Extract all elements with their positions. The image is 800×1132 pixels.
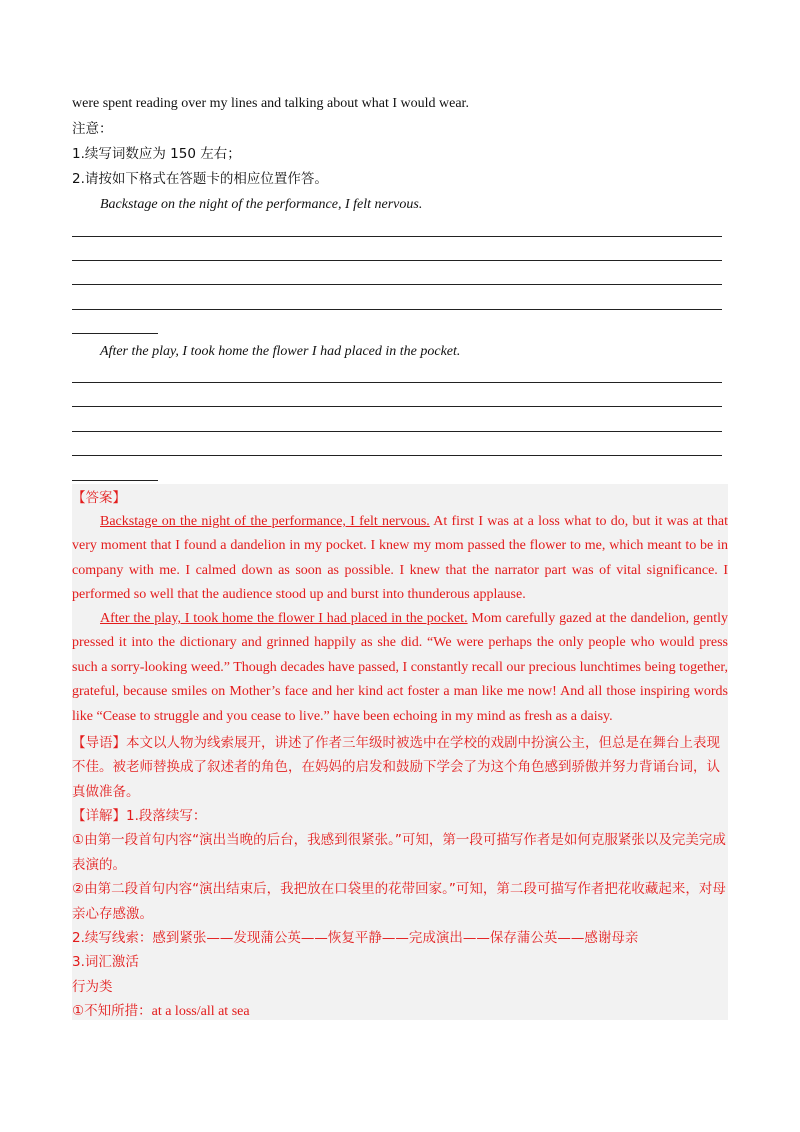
answer-body-1: At first I was at a loss what to do, but it was at that very moment that I found a dandelion in my pocket. I knew my mom passed the flower to me, which meant to be in company with me. I calmed down as soon as possible. I knew that the narrator part was of vital significance. I performed so well that the audience stood up and burst into thunderous applause. [72,514,728,603]
answer-paragraph-1 [72,510,728,608]
writing-line [72,406,722,407]
detail-item-1-en: at a loss/all at sea [151,1004,250,1020]
detail-vocab-heading: 3.词汇激活 [72,954,139,971]
detail-label: 【详解】 [72,808,126,824]
detail-point-2: ②由第二段首句内容“演出结束后，我把放在口袋里的花带回家。”可知，第二段可描写作者把花收藏起来，对母亲心存感激。 [72,881,726,922]
detail-clue: 2.续写线索：感到紧张——发现蒲公英——恢复平静——完成演出——保存蒲公英——感谢母亲 [72,930,639,947]
answer-paragraph-2 [72,607,728,729]
prompt-sentence-1: Backstage on the night of the performance, I felt nervous. [100,197,423,212]
guide-text: 本文以人物为线索展开，讲述了作者三年级时被选中在学校的戏剧中扮演公主，但总是在舞台上表现不佳。被老师替换成了叙述者的角色，在妈妈的启发和鼓励下学会了为这个角色感到骄傲并努力背诵台词，认真做准备。 [72,735,720,800]
answer-label: 【答案】 [72,490,126,506]
detail-heading: 1.段落续写： [126,808,207,824]
writing-line-end [72,333,158,334]
detail-point-1: ①由第一段首句内容“演出当晚的后台，我感到很紧张。”可知，第一段可描写作者是如何克服紧张以及完美完成表演的。 [72,832,726,873]
story-continuation-line: were spent reading over my lines and talking about what I would wear. [72,96,469,111]
writing-line [72,455,722,456]
writing-line [72,284,722,285]
notice-item-format: 2.请按如下格式在答题卡的相应位置作答。 [72,171,328,187]
notice-item-word-count: 1.续写词数应为 150 左右； [72,146,241,162]
answer-lead-sentence-1: Backstage on the night of the performance, I felt nervous. [100,514,430,529]
answer-lead-sentence-2: After the play, I took home the flower I had placed in the pocket. [100,611,468,626]
writing-line [72,382,722,383]
writing-line [72,260,722,261]
writing-line [72,431,722,432]
notice-title: 注意： [72,121,113,137]
writing-line [72,309,722,310]
detail-section [72,804,728,1025]
detail-item-1-cn: ①不知所措： [72,1003,152,1020]
guide-label: 【导语】 [72,735,126,751]
guide-section [72,731,728,804]
detail-category: 行为类 [72,978,113,995]
prompt-sentence-2: After the play, I took home the flower I had placed in the pocket. [100,344,461,359]
writing-line-end [72,480,158,481]
answer-body-2: Mom carefully gazed at the dandelion, gently pressed it into the dictionary and grinned happily as she did. “We were perhaps the only people who would press such a sorry-looking weed.” Though decades have passed, I constantly recall our precious lunchtimes being together, grateful, because smiles on Mother’s face and her kind act foster a man like me now! And all those inspiring words like “Cease to struggle and you cease to live.” have been echoing in my mind as fresh as a daisy. [72,611,728,724]
writing-line [72,236,722,237]
